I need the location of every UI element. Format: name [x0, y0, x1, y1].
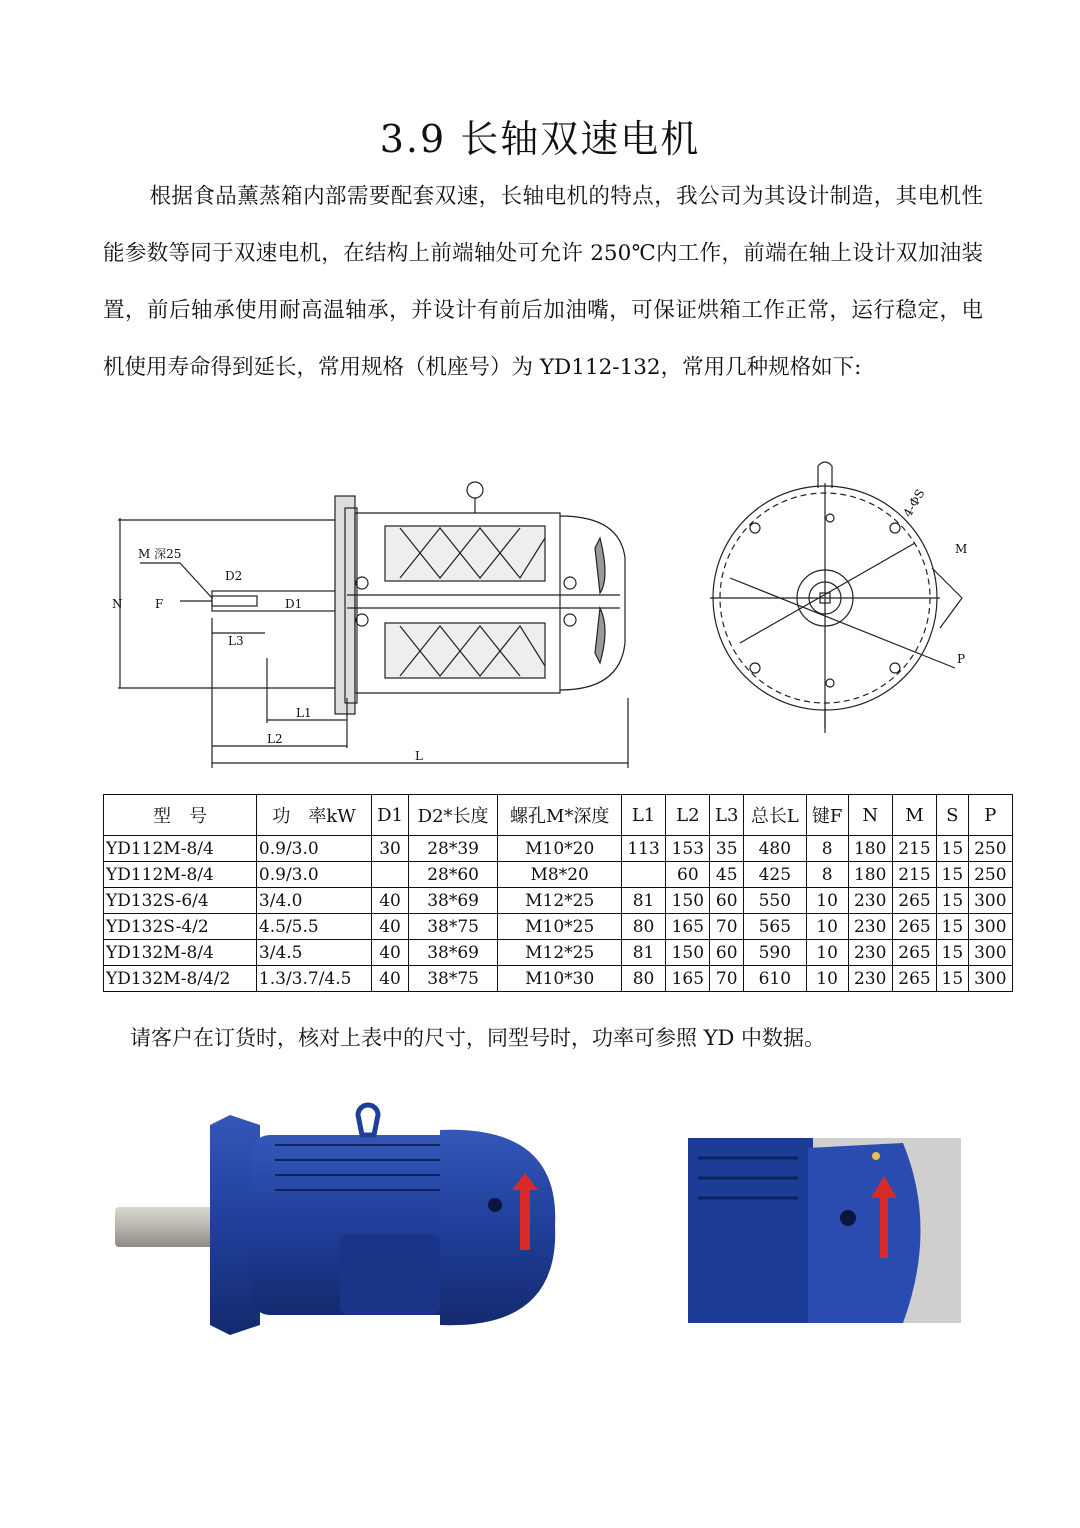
cell-d2: 38*69	[408, 888, 498, 914]
cell-d1: 40	[372, 914, 409, 940]
table-row	[104, 836, 1013, 862]
label-l2: L2	[267, 732, 283, 746]
cell-n: 230	[848, 940, 892, 966]
spec-table	[103, 794, 1013, 992]
cell-screw: M10*20	[498, 836, 621, 862]
cell-l2: 165	[666, 914, 710, 940]
col-d2-length: D2*长度	[408, 795, 498, 836]
label-d2: D2	[225, 569, 243, 583]
table-row	[104, 940, 1013, 966]
intro-paragraph	[103, 168, 983, 396]
cell-p: 300	[968, 888, 1012, 914]
page-title: 3.9 长轴双速电机	[379, 117, 701, 161]
label-p: P	[957, 652, 966, 666]
col-power: 功 率kW	[256, 795, 371, 836]
intro-text: 根据食品薰蒸箱内部需要配套双速，长轴电机的特点，我公司为其设计制造，其电机性能参数等同于双速电机，在结构上前端轴处可允许 250℃内工作，前端在轴上设计双加油装置，前后轴承使用耐高温轴承，并设计有前后加油嘴，可保证烘箱工作正常，运行稳定，电机使用寿命得到延长，常用规格（机座号）为 YD112-132，常用几种规格如下:	[103, 184, 983, 380]
cell-m: 265	[892, 966, 936, 992]
cell-d2: 38*69	[408, 940, 498, 966]
cell-s: 15	[937, 888, 968, 914]
cell-d2: 38*75	[408, 914, 498, 940]
table-header-row	[104, 795, 1013, 836]
col-n: N	[848, 795, 892, 836]
col-screw-hole: 螺孔M*深度	[498, 795, 621, 836]
cell-d1	[372, 862, 409, 888]
label-l1: L1	[296, 706, 312, 720]
cell-m: 265	[892, 940, 936, 966]
cell-d1: 30	[372, 836, 409, 862]
cell-power: 3/4.5	[256, 940, 371, 966]
cell-l3: 60	[710, 940, 744, 966]
cell-model: YD112M-8/4	[104, 862, 257, 888]
cell-l1	[621, 862, 665, 888]
cell-l1: 80	[621, 914, 665, 940]
cell-m: 215	[892, 862, 936, 888]
cell-m: 265	[892, 888, 936, 914]
cell-screw: M10*25	[498, 914, 621, 940]
cell-l3: 60	[710, 888, 744, 914]
cell-d2: 28*39	[408, 836, 498, 862]
cell-p: 300	[968, 940, 1012, 966]
cell-total-l: 425	[744, 862, 807, 888]
table-row	[104, 862, 1013, 888]
col-l2: L2	[666, 795, 710, 836]
col-p: P	[968, 795, 1012, 836]
label-l3: L3	[228, 634, 244, 648]
cell-model: YD132S-4/2	[104, 914, 257, 940]
cell-n: 180	[848, 836, 892, 862]
cell-m: 215	[892, 836, 936, 862]
label-d1: D1	[285, 597, 303, 611]
cell-m: 265	[892, 914, 936, 940]
cell-d2: 28*60	[408, 862, 498, 888]
cell-power: 4.5/5.5	[256, 914, 371, 940]
cell-l1: 81	[621, 888, 665, 914]
label-n: N	[112, 597, 123, 611]
col-key-f: 键F	[806, 795, 848, 836]
label-holes: 4-ΦS	[900, 486, 928, 520]
cell-l1: 113	[621, 836, 665, 862]
cell-key-f: 10	[806, 940, 848, 966]
cell-total-l: 610	[744, 966, 807, 992]
cell-l2: 60	[666, 862, 710, 888]
cell-s: 15	[937, 940, 968, 966]
cell-model: YD132S-6/4	[104, 888, 257, 914]
cell-power: 3/4.0	[256, 888, 371, 914]
label-m-depth: M 深25	[138, 547, 182, 561]
cell-key-f: 10	[806, 966, 848, 992]
cell-s: 15	[937, 914, 968, 940]
cell-power: 1.3/3.7/4.5	[256, 966, 371, 992]
cell-power: 0.9/3.0	[256, 836, 371, 862]
order-note: 请客户在订货时，核对上表中的尺寸，同型号时，功率可参照 YD 中数据。	[130, 1026, 826, 1050]
cell-n: 180	[848, 862, 892, 888]
cell-screw: M10*30	[498, 966, 621, 992]
col-l1: L1	[621, 795, 665, 836]
motor-photo-full	[100, 1085, 560, 1385]
cell-l3: 45	[710, 862, 744, 888]
cell-n: 230	[848, 888, 892, 914]
cell-p: 300	[968, 966, 1012, 992]
cell-l2: 165	[666, 966, 710, 992]
cell-model: YD112M-8/4	[104, 836, 257, 862]
cell-total-l: 480	[744, 836, 807, 862]
col-d1: D1	[372, 795, 409, 836]
cell-key-f: 10	[806, 914, 848, 940]
table-row	[104, 914, 1013, 940]
label-f: F	[155, 597, 164, 611]
cell-total-l: 550	[744, 888, 807, 914]
cell-model: YD132M-8/4/2	[104, 966, 257, 992]
cell-l3: 70	[710, 966, 744, 992]
cell-d1: 40	[372, 940, 409, 966]
col-l3: L3	[710, 795, 744, 836]
cell-n: 230	[848, 966, 892, 992]
cell-key-f: 8	[806, 862, 848, 888]
cell-d2: 38*75	[408, 966, 498, 992]
cell-p: 250	[968, 862, 1012, 888]
cell-total-l: 590	[744, 940, 807, 966]
cell-screw: M12*25	[498, 940, 621, 966]
col-s: S	[937, 795, 968, 836]
col-total-l: 总长L	[744, 795, 807, 836]
cell-d1: 40	[372, 888, 409, 914]
table-row	[104, 966, 1013, 992]
cell-l1: 80	[621, 966, 665, 992]
cell-s: 15	[937, 862, 968, 888]
cell-l3: 35	[710, 836, 744, 862]
cell-key-f: 8	[806, 836, 848, 862]
col-model: 型 号	[104, 795, 257, 836]
label-l: L	[415, 749, 423, 763]
col-m: M	[892, 795, 936, 836]
table-row	[104, 888, 1013, 914]
cell-l2: 150	[666, 888, 710, 914]
cell-s: 15	[937, 836, 968, 862]
cell-l2: 153	[666, 836, 710, 862]
cell-n: 230	[848, 914, 892, 940]
motor-section-drawing	[100, 458, 640, 778]
cell-p: 250	[968, 836, 1012, 862]
cell-screw: M8*20	[498, 862, 621, 888]
cell-power: 0.9/3.0	[256, 862, 371, 888]
label-m: M	[955, 542, 968, 556]
cell-p: 300	[968, 914, 1012, 940]
cell-l3: 70	[710, 914, 744, 940]
motor-photo-closeup	[688, 1138, 961, 1323]
cell-model: YD132M-8/4	[104, 940, 257, 966]
cell-screw: M12*25	[498, 888, 621, 914]
cell-l2: 150	[666, 940, 710, 966]
cell-key-f: 10	[806, 888, 848, 914]
cell-d1: 40	[372, 966, 409, 992]
motor-end-view-drawing	[700, 458, 980, 758]
cell-l1: 81	[621, 940, 665, 966]
cell-s: 15	[937, 966, 968, 992]
cell-total-l: 565	[744, 914, 807, 940]
